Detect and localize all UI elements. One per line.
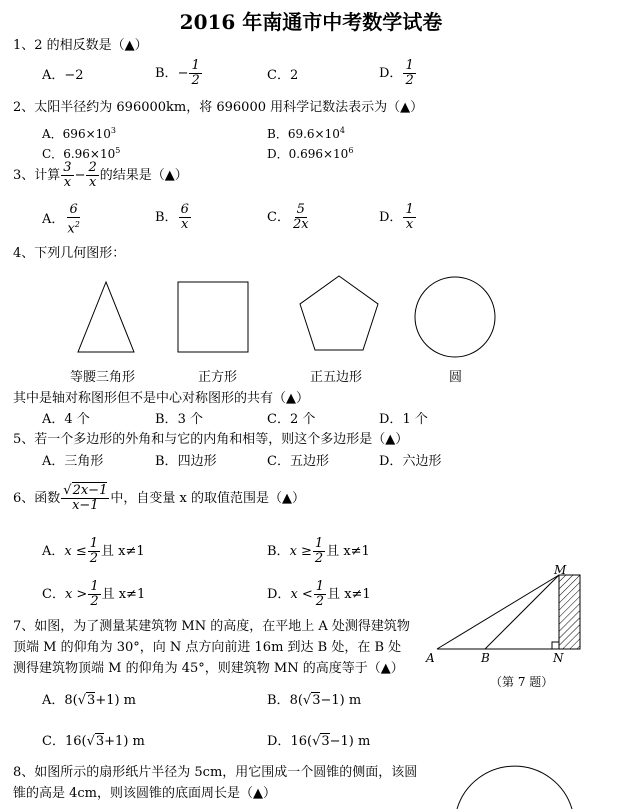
sqrt-sign: √ [302, 693, 312, 708]
q3-c-fraction [291, 203, 311, 232]
q3-a-den-exp: 2 [74, 220, 80, 229]
q5-option-a [42, 454, 103, 470]
q3-f1-num: 3 [63, 160, 72, 175]
q6-a-post: 且 x≠1 [101, 544, 145, 559]
q6-numerator [61, 484, 109, 499]
q2-d-exp: 6 [348, 146, 354, 155]
q6-stem [13, 484, 305, 513]
q2-option-d [267, 143, 353, 162]
q7-d-pre: 16( [290, 734, 313, 749]
q7-c-post: +1) m [104, 734, 145, 749]
q2-c-value: 6.96×10 [63, 147, 116, 161]
q3-a-label: A． [42, 212, 65, 228]
q6-d-num: 1 [315, 579, 325, 594]
q4-option-a [42, 412, 90, 428]
q2-d-value: 0.696×10 [288, 147, 349, 161]
q7-figure [425, 560, 622, 690]
q7-b-pre: 8( [289, 693, 303, 708]
point-label-a: A [426, 651, 435, 665]
q8-line-2: 锥的高是 4cm，则该圆锥的底面周长是（▲） [13, 786, 277, 801]
q5-a-value: 三角形 [64, 454, 104, 469]
q6-function-fraction [61, 484, 109, 513]
q3-b-fraction [179, 203, 191, 232]
q6-b-pre: x ≥ [289, 544, 312, 559]
q7-c-radicand: 3 [95, 734, 105, 749]
q6-option-a [42, 537, 145, 566]
q6-d-fraction [314, 580, 326, 609]
q5-a-label: A． [42, 454, 65, 469]
point-label-n: N [553, 651, 564, 665]
q6-a-fraction [88, 537, 100, 566]
q5-d-label: D． [379, 454, 403, 469]
q7-d-label: D． [267, 734, 291, 749]
q2-a-value: 696×10 [62, 127, 111, 141]
q2-option-b [267, 123, 345, 142]
q3-option-a [42, 203, 83, 236]
q1-d-den: 2 [405, 73, 414, 88]
q6-a-den: 2 [89, 551, 99, 566]
shape-label-pentagon: 正五边形 [310, 370, 363, 385]
isosceles-triangle-shape [78, 282, 134, 352]
q1-a-value: −2 [64, 68, 84, 83]
q6-denominator: x−1 [72, 498, 99, 513]
q7-b-radicand: 3 [312, 693, 321, 708]
q3-a-fraction [65, 203, 81, 236]
circle-shape [415, 277, 495, 357]
q4-a-value: 4 个 [64, 412, 90, 427]
q3-a-den: x [67, 221, 75, 237]
q1-b-num: 1 [191, 58, 200, 73]
q6-a-num: 1 [89, 536, 99, 551]
q6-option-b [267, 537, 370, 566]
q4-a-label: A． [42, 412, 65, 427]
q5-c-value: 五边形 [289, 454, 329, 469]
q1-b-den: 2 [191, 73, 200, 88]
q7-d-post: −1) m [329, 734, 371, 749]
q7-a-post: +1) m [95, 693, 137, 708]
q1-d-label: D． [379, 66, 403, 81]
q4-stem: 4、下列几何图形： [13, 246, 126, 261]
q6-radicand: 2x−1 [72, 483, 108, 498]
q6-a-pre: x ≤ [64, 544, 87, 559]
q1-option-d [379, 59, 417, 88]
shape-label-triangle: 等腰三角形 [70, 370, 136, 385]
q3-a-den-wrap [65, 218, 81, 236]
square-shape [178, 282, 248, 352]
q7-option-b [267, 693, 361, 709]
q5-option-c [267, 454, 329, 470]
q1-b-sign: − [177, 66, 189, 81]
q5-d-value: 六边形 [402, 454, 442, 469]
q6-d-label: D． [267, 587, 291, 602]
q2-b-label: B． [267, 127, 288, 141]
q6-stem-post: 中，自变量 x 的取值范围是（▲） [110, 491, 305, 506]
q7-b-post: −1) m [320, 693, 362, 708]
q2-a-label: A． [42, 127, 63, 141]
q4-d-label: D． [379, 412, 403, 427]
q6-c-pre: x > [64, 587, 88, 602]
q7-a-radicand: 3 [87, 693, 96, 708]
point-label-m: M [554, 563, 567, 577]
q5-b-label: B． [155, 454, 178, 469]
q4-shapes [60, 270, 520, 365]
sqrt-sign: √ [77, 693, 87, 708]
q3-option-d [379, 203, 417, 232]
q4-option-d [379, 412, 428, 428]
q7-line-3: 测得建筑物顶端 M 的仰角为 45°，则建筑物 MN 的高度等于（▲） [13, 661, 404, 676]
q3-option-c [267, 203, 312, 232]
q2-option-a [42, 123, 116, 142]
sqrt-sign: √ [86, 734, 95, 749]
q7-a-pre: 8( [64, 693, 78, 708]
q3-d-fraction [403, 203, 415, 232]
q4-b-label: B． [155, 412, 178, 427]
q3-stem-pre: 3、计算 [13, 168, 61, 183]
q6-option-d [267, 580, 371, 609]
q1-option-a [42, 68, 84, 84]
q2-option-c [42, 143, 120, 162]
q6-b-label: B． [267, 544, 290, 559]
q1-b-fraction [189, 59, 201, 88]
q3-f1-den: x [63, 175, 72, 190]
q6-c-den: 2 [90, 594, 99, 609]
regular-pentagon-shape [300, 276, 378, 350]
q7-b-label: B． [267, 693, 290, 708]
q2-a-exp: 3 [110, 126, 116, 135]
q5-b-value: 四边形 [177, 454, 217, 469]
q3-stem-post: 的结果是（▲） [99, 168, 188, 183]
q6-b-den: 2 [314, 551, 324, 566]
q6-option-c [42, 580, 145, 609]
q6-stem-pre: 6、函数 [13, 491, 61, 506]
q2-d-label: D． [267, 147, 289, 161]
sector-arc [457, 766, 572, 809]
q1-a-label: A． [42, 68, 65, 83]
q6-d-post: 且 x≠1 [327, 587, 371, 602]
q6-b-num: 1 [314, 536, 324, 551]
q7-a-label: A． [42, 693, 65, 708]
q3-fraction-2 [86, 161, 98, 190]
q7-figure-caption: （第 7 题） [490, 675, 554, 689]
q7-option-a [42, 693, 136, 709]
q4-b-value: 3 个 [177, 412, 203, 427]
q4-option-c [267, 412, 315, 428]
q1-option-b [155, 59, 203, 88]
q4-c-label: C． [267, 412, 290, 427]
q3-option-b [155, 203, 192, 232]
point-label-b: B [481, 651, 490, 665]
q3-c-num: 5 [296, 202, 305, 217]
q6-b-post: 且 x≠1 [326, 544, 370, 559]
q4-question: 其中是轴对称图形但不是中心对称图形的共有（▲） [13, 391, 309, 406]
q1-stem: 1、2 的相反数是（▲） [13, 38, 148, 53]
q3-fraction-1 [61, 161, 73, 190]
q3-f2-num: 2 [88, 160, 97, 175]
q4-option-b [155, 412, 203, 428]
q8-figure [452, 760, 622, 809]
q6-c-fraction [88, 580, 100, 609]
q8-line-1: 8、如图所示的扇形纸片半径为 5cm，用它围成一个圆锥的侧面，该圆 [13, 765, 418, 780]
right-angle-mark [552, 642, 559, 649]
sight-line-bm [485, 575, 559, 649]
q3-stem [13, 161, 188, 190]
q3-c-label: C． [267, 210, 290, 225]
q1-d-num: 1 [405, 58, 414, 73]
q7-option-c [42, 734, 145, 750]
q1-d-fraction [403, 59, 415, 88]
q3-b-label: B． [155, 210, 178, 225]
q4-d-value: 1 个 [402, 412, 428, 427]
q6-c-post: 且 x≠1 [101, 587, 146, 602]
q1-c-label: C． [267, 68, 290, 83]
q2-c-exp: 5 [115, 146, 121, 155]
q3-a-num: 6 [69, 202, 78, 217]
q6-d-pre: x < [290, 587, 313, 602]
q6-c-num: 1 [90, 579, 99, 594]
q3-minus: − [74, 168, 86, 183]
q2-stem: 2、太阳半径约为 696000km，将 696000 用科学记数法表示为（▲） [13, 100, 424, 115]
q3-d-num: 1 [405, 202, 414, 217]
sqrt-sign: √ [312, 734, 321, 749]
q6-a-label: A． [42, 544, 65, 559]
q3-b-den: x [181, 217, 189, 232]
sight-line-am [437, 575, 559, 649]
q1-b-label: B． [155, 66, 178, 81]
shape-label-circle: 圆 [449, 370, 463, 385]
q6-b-fraction [313, 537, 325, 566]
q1-option-c [267, 68, 298, 84]
q2-c-label: C． [42, 147, 64, 161]
q3-b-num: 6 [180, 202, 189, 217]
q3-d-label: D． [379, 210, 403, 225]
q6-d-den: 2 [315, 594, 325, 609]
q5-option-b [155, 454, 217, 470]
q4-c-value: 2 个 [289, 412, 316, 427]
q5-option-d [379, 454, 441, 470]
sqrt-sign: √ [63, 483, 72, 498]
q1-c-value: 2 [289, 68, 299, 83]
building-hatch [559, 575, 580, 649]
q2-b-value: 69.6×10 [287, 127, 340, 141]
q6-c-label: C． [42, 587, 65, 602]
q2-b-exp: 4 [339, 126, 345, 135]
q7-option-d [267, 734, 370, 750]
q3-f2-den: x [88, 175, 97, 190]
q7-d-radicand: 3 [321, 734, 330, 749]
page-title: 2016 年南通市中考数学试卷 [179, 10, 443, 34]
q7-line-1: 7、如图，为了测量某建筑物 MN 的高度，在平地上 A 处测得建筑物 [13, 619, 410, 634]
q5-stem: 5、若一个多边形的外角和与它的内角和相等，则这个多边形是（▲） [13, 432, 409, 447]
q7-line-2: 顶端 M 的仰角为 30°，向 N 点方向前进 16m 到达 B 处，在 B 处 [13, 640, 402, 655]
q7-c-label: C． [42, 734, 65, 749]
q7-c-pre: 16( [64, 734, 87, 749]
q3-d-den: x [405, 217, 414, 232]
q5-c-label: C． [267, 454, 290, 469]
shape-label-square: 正方形 [198, 370, 238, 385]
q3-c-den: 2x [292, 217, 309, 232]
